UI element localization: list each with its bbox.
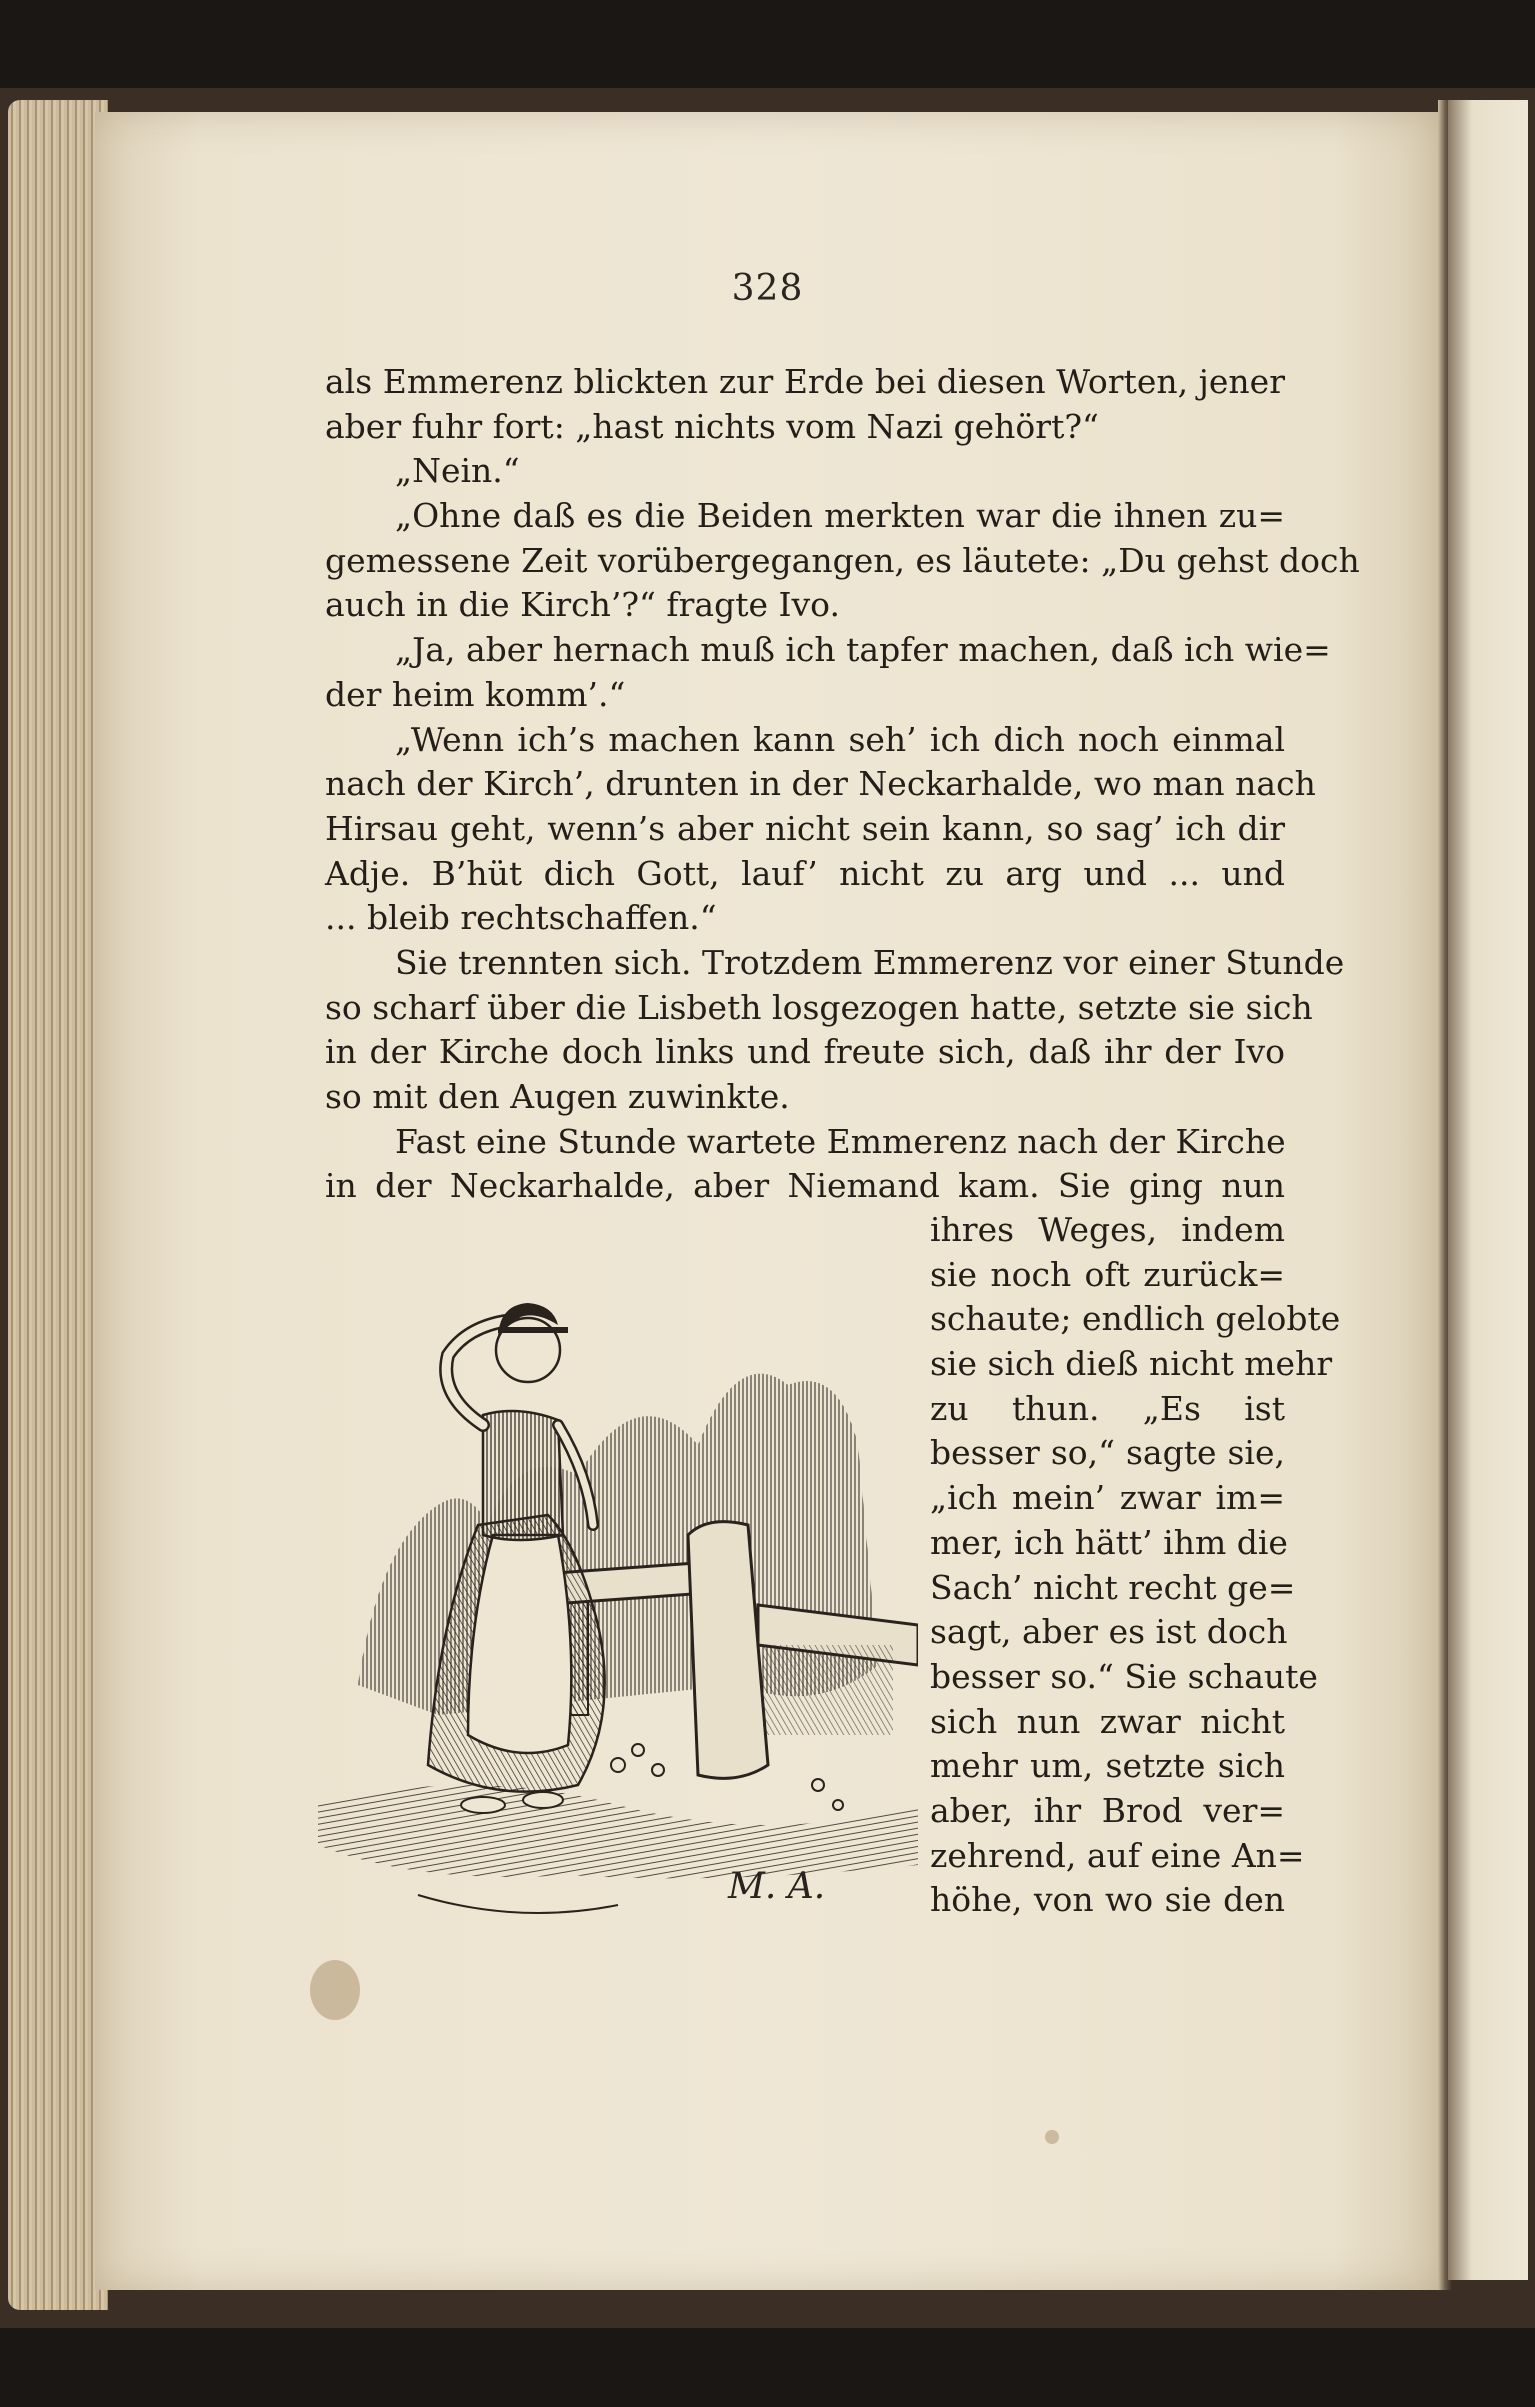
text-line: „Nein.“ — [395, 451, 520, 491]
page-number: 328 — [731, 268, 804, 309]
text-line: besser so.“ Sie schaute — [930, 1656, 1318, 1696]
text-line: sich nun zwar nicht — [930, 1701, 1285, 1741]
illustration-signature: M. A. — [728, 1866, 826, 1907]
ground — [318, 1785, 918, 1878]
text-line: ihres Weges, indem — [930, 1210, 1285, 1249]
text-line: höhe, von wo sie den — [930, 1880, 1285, 1920]
girl-bodice — [483, 1411, 563, 1540]
girl-foot — [461, 1797, 505, 1813]
wrapped-text-column — [930, 1208, 1341, 1923]
text-line: mehr um, setzte sich — [930, 1746, 1285, 1786]
text-line: zehrend, auf eine An= — [930, 1835, 1305, 1875]
text-line: „Wenn ich’s machen kann seh’ ich dich noch einmal — [395, 719, 1285, 759]
text-line: aber fuhr fort: „hast nichts vom Nazi gehört?“ — [325, 406, 1099, 446]
text-line: sie sich dieß nicht mehr — [930, 1344, 1333, 1384]
body-text — [325, 360, 1360, 1209]
girl-foot — [523, 1792, 563, 1808]
text-line: Sach’ nicht recht ge= — [930, 1567, 1296, 1607]
text-line: „ich mein’ zwar im= — [930, 1478, 1285, 1518]
text-line: so mit den Augen zuwinkte. — [325, 1077, 790, 1116]
text-line: nach der Kirch’, drunten in der Neckarhalde, wo man nach — [325, 764, 1316, 804]
text-line: schaute; endlich gelobte — [930, 1299, 1341, 1339]
text-line: „Ja, aber hernach muß ich tapfer machen, daß ich wie= — [395, 630, 1331, 670]
ground-line — [418, 1895, 618, 1913]
text-line: auch in die Kirch’?“ fragte Ivo. — [325, 585, 840, 625]
text-line: als Emmerenz blickten zur Erde bei diesen Worten, jener — [325, 362, 1285, 401]
text-line: zu thun. „Es ist — [930, 1388, 1285, 1428]
text-line: der heim komm’.“ — [325, 674, 626, 714]
text-line: Hirsau geht, wenn’s aber nicht sein kann, so sag’ ich dir — [325, 808, 1285, 848]
facing-page-edge — [1448, 100, 1528, 2280]
engraving-illustration — [318, 1245, 918, 1935]
fence-shadow — [763, 1645, 893, 1735]
text-line: aber, ihr Brod ver= — [930, 1790, 1285, 1830]
text-line: „Ohne daß es die Beiden merkten war die ihnen zu= — [395, 496, 1285, 536]
foxing-stain — [310, 1960, 360, 2020]
text-line: so scharf über die Lisbeth losgezogen hatte, setzte sie sich — [325, 987, 1313, 1027]
text-line: sagt, aber es ist doch — [930, 1612, 1288, 1652]
foxing-stain — [1045, 2130, 1059, 2144]
text-line: Fast eine Stunde wartete Emmerenz nach der Kirche — [395, 1121, 1286, 1161]
text-line: besser so,“ sagte sie, — [930, 1433, 1285, 1473]
text-line: gemessene Zeit vorübergegangen, es läutete: „Du gehst doch — [325, 540, 1360, 580]
text-line: sie noch oft zurück= — [930, 1254, 1285, 1294]
page-edges — [8, 100, 108, 2310]
text-line: ... bleib rechtschaffen.“ — [325, 898, 717, 938]
text-line: in der Neckarhalde, aber Niemand kam. Sie ging nun — [325, 1166, 1285, 1206]
text-line: Sie trennten sich. Trotzdem Emmerenz vor einer Stunde — [395, 942, 1345, 982]
text-line: mer, ich hätt’ ihm die — [930, 1522, 1288, 1562]
text-line: in der Kirche doch links und freute sich, daß ihr der Ivo — [325, 1032, 1285, 1072]
text-line: Adje. B’hüt dich Gott, lauf’ nicht zu arg und ... und — [325, 853, 1285, 893]
